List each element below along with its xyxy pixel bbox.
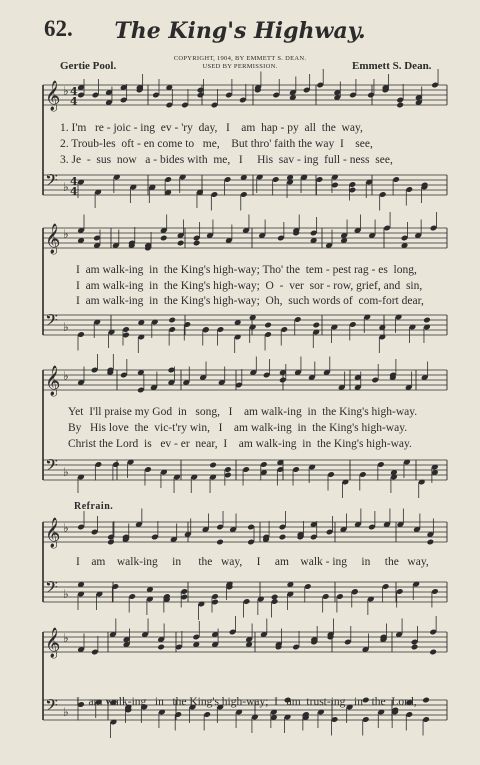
note-head	[177, 240, 185, 247]
note-head	[168, 317, 176, 324]
treble-clef: 𝄞	[45, 224, 61, 254]
treble-clef: 𝄞	[45, 366, 61, 396]
permission-line: USED BY PERMISSION.	[202, 63, 278, 70]
refrain-label: Refrain.	[74, 501, 114, 512]
time-signature: 4	[70, 95, 78, 108]
flat-key-signature: ♭	[63, 180, 69, 194]
note-head	[193, 240, 201, 247]
note-head	[422, 697, 430, 704]
hymn-number: 62.	[44, 16, 73, 41]
bass-clef: 𝄢	[45, 310, 58, 334]
flat-key-signature: ♭	[63, 705, 69, 719]
lyric-line-verse-3: Christ the Lord is ev - er near, I am walk-ing in the King's high-way.	[68, 438, 412, 450]
flat-key-signature: ♭	[63, 465, 69, 479]
note-head	[216, 539, 224, 546]
flat-key-signature: ♭	[63, 227, 69, 241]
note-head	[157, 644, 165, 651]
flat-key-signature: ♭	[63, 631, 69, 645]
flat-key-signature: ♭	[63, 521, 69, 535]
bass-clef: 𝄢	[45, 577, 58, 601]
note-head	[411, 644, 419, 651]
note-head	[264, 322, 272, 329]
note-head	[160, 235, 168, 242]
lyric-line-verse-1: I am walk-ing in the King's high-way; Tho' the tem - pest rag - es long,	[76, 264, 417, 276]
time-signature: 4	[70, 175, 78, 188]
note-head	[423, 317, 431, 324]
lyric-line-refrain: I am walk-ing in the King's high-way; I am trust-ing in the Lord,	[76, 696, 417, 708]
hymn-title: The King's Highway.	[114, 18, 366, 44]
time-signature: 4	[70, 85, 78, 98]
flat-key-signature: ♭	[63, 587, 69, 601]
lyric-line-verse-2: By His love the vic-t'ry win, I am walk-ing in the King's high-way.	[68, 422, 408, 434]
treble-clef: 𝄞	[45, 518, 61, 548]
note-head	[427, 539, 435, 546]
bass-clef: 𝄢	[45, 170, 58, 194]
lyric-line-verse-1: Yet I'll praise my God in song, I am walk-ing in the King's high-way.	[68, 406, 418, 418]
flat-key-signature: ♭	[63, 320, 69, 334]
lyric-line-verse-3: I am walk-ing in the King's high-way; Oh, such words of com-fort dear,	[76, 295, 424, 307]
composer-credit: Emmett S. Dean.	[352, 60, 432, 72]
time-signature: 4	[70, 185, 78, 198]
lyric-line-refrain: I am walk-ing in the way, I am walk - ing in the way,	[76, 556, 429, 568]
note-head	[271, 594, 279, 601]
lyric-line-verse-2: 2. Troub-les oft - en come to me, But thro' faith the way I see,	[60, 138, 373, 150]
note-head	[396, 102, 404, 109]
note-head	[429, 649, 437, 656]
lyricist-credit: Gertie Pool.	[60, 60, 117, 72]
treble-clef: 𝄞	[45, 628, 61, 658]
note-head	[279, 534, 287, 541]
bass-clef: 𝄢	[45, 455, 58, 479]
flat-key-signature: ♭	[63, 84, 69, 98]
note-head	[107, 539, 115, 546]
flat-key-signature: ♭	[63, 369, 69, 383]
treble-clef: 𝄞	[45, 81, 61, 111]
lyric-line-verse-1: 1. I'm re - joic - ing ev - 'ry day, I am hap - py all the way,	[60, 122, 363, 134]
copyright-line: COPYRIGHT, 1904, BY EMMETT S. DEAN.	[173, 55, 307, 62]
lyric-line-verse-2: I am walk-ing in the King's high-way; O - ver sor - row, grief, and sin,	[76, 280, 423, 292]
bass-clef: 𝄢	[45, 695, 58, 719]
lyric-line-verse-3: 3. Je - sus now a - bides with me, I His sav - ing full - ness see,	[60, 154, 393, 166]
note-head	[209, 462, 217, 469]
note-head	[312, 322, 320, 329]
